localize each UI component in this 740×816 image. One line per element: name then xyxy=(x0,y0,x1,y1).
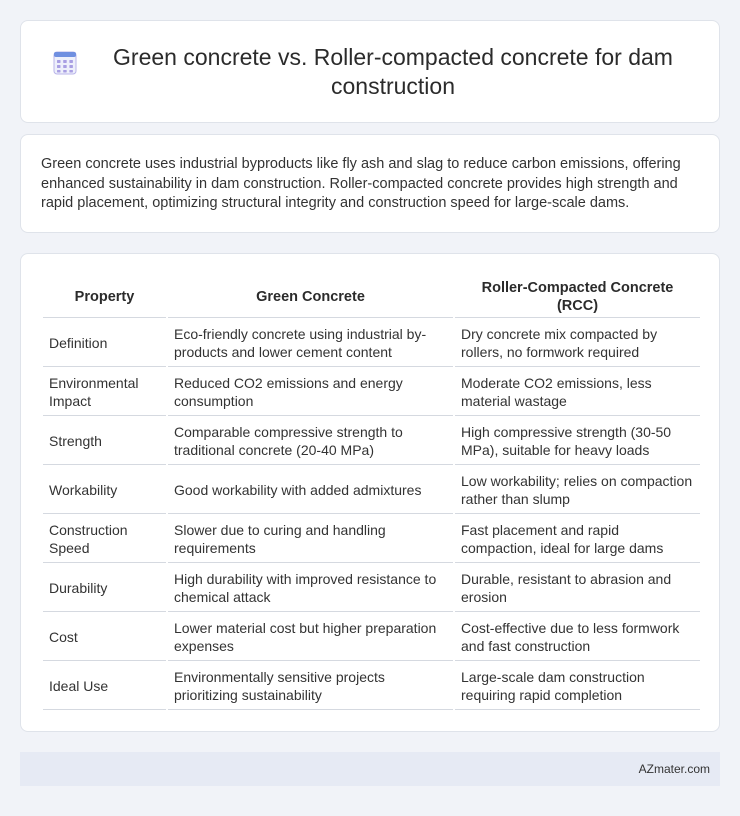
title-card xyxy=(20,20,720,123)
property-cell: Durability xyxy=(43,565,166,612)
title-wrap xyxy=(51,43,689,101)
property-cell: Construction Speed xyxy=(43,516,166,563)
rcc-cell: Fast placement and rapid compaction, ideal for large dams xyxy=(455,516,700,563)
table-row xyxy=(43,418,700,465)
intro-paragraph: Green concrete uses industrial byproducts like fly ash and slag to reduce carbon emissions, offering enhanced sustainability in dam construction. Roller-compacted concrete provides high strength and rapid placement, optimizing structural integrity and construction speed for large-scale dams. xyxy=(41,156,681,211)
table-row xyxy=(43,614,700,661)
rcc-cell: Cost-effective due to less formwork and fast construction xyxy=(455,614,700,661)
table-row xyxy=(43,369,700,416)
table-row xyxy=(43,663,700,710)
header-property: Property xyxy=(43,276,166,318)
property-cell: Definition xyxy=(43,320,166,367)
calendar-grid-icon xyxy=(51,49,79,77)
table-row xyxy=(43,320,700,367)
green-concrete-cell: Environmentally sensitive projects prioritizing sustainability xyxy=(168,663,453,710)
comparison-card xyxy=(20,253,720,732)
comparison-table xyxy=(41,274,702,712)
footer xyxy=(20,752,720,786)
green-concrete-cell: Comparable compressive strength to traditional concrete (20-40 MPa) xyxy=(168,418,453,465)
property-cell: Ideal Use xyxy=(43,663,166,710)
green-concrete-cell: Reduced CO2 emissions and energy consumption xyxy=(168,369,453,416)
green-concrete-cell: Eco-friendly concrete using industrial by-products and lower cement content xyxy=(168,320,453,367)
rcc-cell: Moderate CO2 emissions, less material wastage xyxy=(455,369,700,416)
footer-brand: AZmater.com xyxy=(638,762,710,776)
page-title: Green concrete vs. Roller-compacted concrete for dam construction xyxy=(113,43,673,99)
green-concrete-cell: High durability with improved resistance to chemical attack xyxy=(168,565,453,612)
rcc-cell: Large-scale dam construction requiring rapid completion xyxy=(455,663,700,710)
table-header-row xyxy=(43,276,700,318)
table-row xyxy=(43,516,700,563)
intro-card xyxy=(20,134,720,233)
rcc-cell: Low workability; relies on compaction rather than slump xyxy=(455,467,700,514)
property-cell: Environmental Impact xyxy=(43,369,166,416)
rcc-cell: Dry concrete mix compacted by rollers, no formwork required xyxy=(455,320,700,367)
header-rcc: Roller-Compacted Concrete (RCC) xyxy=(455,276,700,318)
table-row xyxy=(43,467,700,514)
property-cell: Workability xyxy=(43,467,166,514)
header-green-concrete: Green Concrete xyxy=(168,276,453,318)
green-concrete-cell: Good workability with added admixtures xyxy=(168,467,453,514)
table-row xyxy=(43,565,700,612)
property-cell: Strength xyxy=(43,418,166,465)
rcc-cell: Durable, resistant to abrasion and erosion xyxy=(455,565,700,612)
rcc-cell: High compressive strength (30-50 MPa), suitable for heavy loads xyxy=(455,418,700,465)
green-concrete-cell: Slower due to curing and handling requirements xyxy=(168,516,453,563)
green-concrete-cell: Lower material cost but higher preparation expenses xyxy=(168,614,453,661)
property-cell: Cost xyxy=(43,614,166,661)
